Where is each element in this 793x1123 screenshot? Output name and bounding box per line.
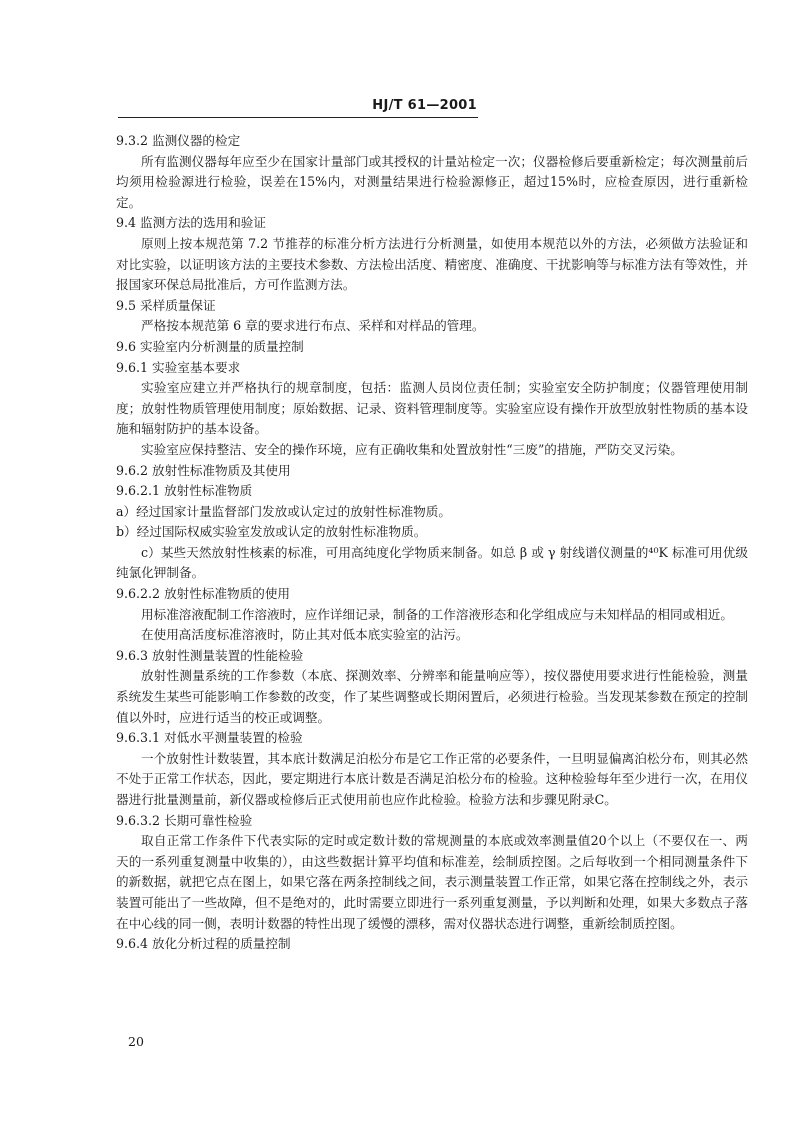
document-body (116, 131, 748, 955)
list-item: c）某些天然放射性核素的标准，可用高纯度化学物质来制备。如总 β 或 γ 射线谱仪测量的⁴⁰K 标准可用优级纯氯化钾制备。 (116, 544, 748, 581)
section-heading-9-3-2: 9.3.2 监测仪器的检定 (116, 133, 241, 148)
paragraph: 一个放射性计数装置，其本底计数满足泊松分布是它工作正常的必要条件，一旦明显偏离泊松分布，则其必然不处于正常工作状态，因此，要定期进行本底计数是否满足泊松分布的检验。这种检验每年至少进行一次，在用仪器进行批量测量前，新仪器或检修后正式使用前也应作此检验。检验方法和步骤见附录C。 (116, 750, 748, 807)
page-number: 20 (128, 1034, 144, 1049)
standard-code: HJ/T 61—2001 (372, 98, 477, 113)
paragraph: 实验室应建立并严格执行的规章制度，包括：监测人员岗位责任制；实验室安全防护制度；仪器管理使用制度；放射性物质管理使用制度；原始数据、记录、资料管理制度等。实验室应设有操作开放型放射性物质的基本设施和辐射防护的基本设备。 (116, 380, 748, 437)
paragraph: 取自正常工作条件下代表实际的定时或定数计数的常规测量的本底或效率测量值20个以上（不要仅在一、两天的一系列重复测量中收集的），由这些数据计算平均值和标准差，绘制质控图。之后每收到一个相同测量条件下的新数据，就把它点在图上，如果它落在两条控制线之间，表示测量装置工作正常，如果它落在控制线之外，表示装置可能出了一些故障，但不是绝对的，此时需要立即进行一系列重复测量，予以判断和处理，如果大多数点子落在中心线的同一侧，表明计数器的特性出现了缓慢的漂移，需对仪器状态进行调整，重新绘制质控图。 (116, 833, 748, 931)
paragraph: 严格按本规范第 6 章的要求进行布点、采样和对样品的管理。 (141, 318, 485, 334)
section-heading-9-6-2-2: 9.6.2.2 放射性标准物质的使用 (116, 586, 291, 602)
section-heading-9-5: 9.5 采样质量保证 (116, 297, 216, 313)
header-rule (118, 117, 478, 118)
section-heading-9-6-4: 9.6.4 放化分析过程的质量控制 (116, 936, 291, 952)
section-heading-9-6-2: 9.6.2 放射性标准物质及其使用 (116, 462, 291, 478)
section-heading-9-4: 9.4 监测方法的选用和验证 (116, 215, 266, 231)
page-header (0, 98, 793, 118)
paragraph: 实验室应保持整洁、安全的操作环境，应有正确收集和处置放射性“三废”的措施，严防交叉污染。 (141, 441, 683, 457)
paragraph: 用标准溶液配制工作溶液时，应作详细记录，制备的工作溶液形态和化学组成应与未知样品的相同或相近。 (141, 606, 733, 622)
paragraph: 放射性测量系统的工作参数（本底、探测效率、分辨率和能量响应等），按仪器使用要求进行性能检验，测量系统发生某些可能影响工作参数的改变，作了某些调整或长期闲置后，必须进行检验。当发现某参数在预定的控制值以外时，应进行适当的校正或调整。 (116, 668, 748, 725)
section-heading-9-6-3-2: 9.6.3.2 长期可靠性检验 (116, 812, 253, 828)
section-heading-9-6-3: 9.6.3 放射性测量装置的性能检验 (116, 647, 304, 663)
paragraph: 原则上按本规范第 7.2 节推荐的标准分析方法进行分析测量，如使用本规范以外的方法，必须做方法验证和对比实验，以证明该方法的主要技术参数、方法检出活度、精密度、准确度、干扰影响等与标准方法有等效性，并报国家环保总局批准后，方可作监测方法。 (116, 235, 748, 293)
paragraph: 在使用高活度标准溶液时，防止其对低本底实验室的沾污。 (141, 627, 469, 643)
section-heading-9-6-3-1: 9.6.3.1 对低水平测量装置的检验 (116, 730, 303, 746)
section-heading-9-6-2-1: 9.6.2.1 放射性标准物质 (116, 483, 253, 499)
section-heading-9-6-1: 9.6.1 实验室基本要求 (116, 359, 241, 375)
list-item: b）经过国际权威实验室发放或认定的放射性标准物质。 (116, 524, 427, 540)
section-heading-9-6: 9.6 实验室内分析测量的质量控制 (116, 338, 304, 354)
list-item: a）经过国家计量监督部门发放或认定过的放射性标准物质。 (116, 503, 451, 519)
paragraph: 所有监测仪器每年应至少在国家计量部门或其授权的计量站检定一次；仪器检修后要重新检定；每次测量前后均须用检验源进行检验，误差在15%内，对测量结果进行检验源修正，超过15%时，应检查原因，进行重新检定。 (116, 153, 748, 210)
